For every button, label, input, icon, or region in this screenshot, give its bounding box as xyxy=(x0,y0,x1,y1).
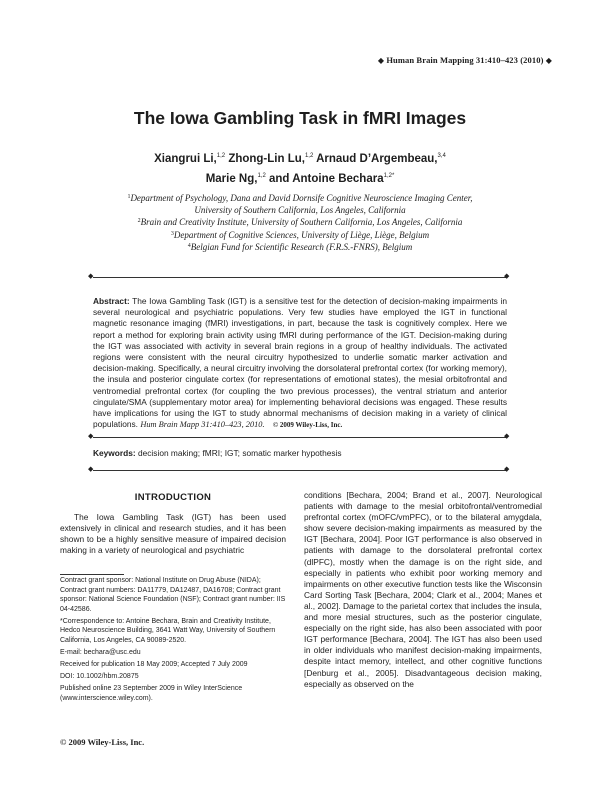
author-list xyxy=(0,148,600,188)
footnote-received: Received for publication 18 May 2009; Accepted 7 July 2009 xyxy=(60,661,248,669)
footnotes xyxy=(60,576,286,706)
keywords-label: Keywords: xyxy=(93,448,136,458)
author-affil-sup: 1,2* xyxy=(383,173,395,179)
affiliation-1-cont: University of Southern California, Los Angeles, California xyxy=(194,204,406,215)
footer-copyright: © 2009 Wiley-Liss, Inc. xyxy=(60,737,145,747)
footnote-doi: DOI: 10.1002/hbm.20875 xyxy=(60,673,139,681)
footnote-divider xyxy=(60,574,124,575)
journal-citation: Human Brain Mapping 31:410–423 (2010) xyxy=(386,55,544,65)
affiliation-1 xyxy=(0,192,600,205)
footnote-published: Published online 23 September 2009 in Wiley InterScience (www.interscience.wiley.com). xyxy=(60,685,243,703)
author-affil-sup: 1,2 xyxy=(216,153,226,159)
intro-paragraph-right: conditions [Bechara, 2004; Brand et al., 2007]. Neurological patients with damage to the mesial orbitofrontal/ventromedial prefrontal cortex (mOFC/vmPFC), or to the bilateral amygdala, show severe decision-making impairments as measured by the IGT [Bechara, 2004]. Poor IGT performance is also observed in patients with damage to the dorsolateral prefrontal cortex (dlPFC), mostly when the damage is on the right side, and especially in patients who exhibit poor working memory and impairments on other executive function tests like the Wisconsin Card Sorting Task [Bechara, 2004; Clark et al., 2004; Manes et al., 2002]. Damage to the parietal cortex that includes the insula, and more mesial structures, such as the posterior cingulate, especially on the right side, has also been associated with poor IGT performance [Bechara, 2004]. The IGT has also been used in older individuals who manifest decision-making impairments, despite intact memory, intellect, and other cognitive functions [Denburg et al., 2005]. Disadvantageous decision making, especially as observed on the xyxy=(304,490,542,689)
diamond-icon: ◆ xyxy=(504,465,510,473)
journal-header xyxy=(378,55,552,65)
affil-sup: 2 xyxy=(137,218,141,224)
diamond-icon: ◆ xyxy=(377,56,385,65)
affil-sup: 3 xyxy=(170,230,174,237)
author-affil-sup: 1,2 xyxy=(304,153,314,159)
affil-text: Brain and Creativity Institute, University of Southern California, Los Angeles, California xyxy=(140,217,463,227)
divider-bottom xyxy=(93,470,507,471)
diamond-icon: ◆ xyxy=(504,432,510,440)
divider-mid xyxy=(93,437,507,438)
abstract xyxy=(93,296,507,431)
keywords xyxy=(93,448,507,458)
author-name: Xiangrui Li, xyxy=(154,153,217,165)
footnote-grant: Contract grant sponsor: National Institute on Drug Abuse (NIDA); Contract grant numbers: DA11779, DA12487, DA16708; Contract grant sponsor: National Science Foundation (NSF); Contract grant number: IIS 04-42586. xyxy=(60,577,286,613)
footnote-correspondence: *Correspondence to: Antoine Bechara, Brain and Creativity Institute, Hedco Neuroscience Building, 3641 Watt Way, University of Southern California, Los Angeles, CA 90089-2520. xyxy=(60,617,276,645)
affil-text: Belgian Fund for Scientific Research (F.R.S.-FNRS), Belgium xyxy=(190,242,413,252)
affil-text: Department of Psychology, Dana and David Dornsife Cognitive Neuroscience Imaging Center, xyxy=(130,193,473,203)
left-column xyxy=(60,490,286,556)
footnote-email: E-mail: bechara@usc.edu xyxy=(60,649,141,657)
affil-sup: 1 xyxy=(127,194,131,200)
keywords-text: decision making; fMRI; IGT; somatic marker hypothesis xyxy=(137,448,342,458)
diamond-icon: ◆ xyxy=(545,56,552,65)
affiliation-3 xyxy=(0,229,600,242)
abstract-text: The Iowa Gambling Task (IGT) is a sensitive test for the detection of decision-making impairments in several neurological and psychiatric populations. Very few studies have employed the IGT in functional magnetic resonance imaging (fMRI) investigations, in part, because the task is cognitively complex. Here we report a method for exploring brain activity using fMRI during performance of the IGT. Decision-making during the IGT was associated with activity in several brain regions in a group of healthy individuals. The activated regions were consistent with the neural circuitry hypothesized to underlie somatic marker activation and decision-making. Specifically, a neural circuitry involving the dorsolateral prefrontal cortex (for working memory), the insula and posterior cingulate cortex (for representations of emotional states), the mesial orbitofrontal and ventromedial prefrontal cortex (for coupling the two previous processes), the ventral striatum and anterior cingulate/SMA (supplementary motor area) for implementing behavioral decisions was engaged. These results have implications for using the IGT to study abnormal mechanisms of decision making in a variety of clinical populations. xyxy=(93,296,507,430)
diamond-icon: ◆ xyxy=(88,272,94,280)
paper-title: The Iowa Gambling Task in fMRI Images xyxy=(133,108,467,128)
author-name: Marie Ng, xyxy=(205,173,258,185)
affil-sup: 4 xyxy=(187,243,191,249)
abstract-label: Abstract: xyxy=(93,296,130,306)
affiliation-4 xyxy=(0,241,600,254)
author-affil-sup: 1,2 xyxy=(257,173,266,179)
author-line-2 xyxy=(0,168,600,188)
section-heading-introduction: INTRODUCTION xyxy=(134,492,212,503)
author-name: Arnaud D’Argembeau, xyxy=(316,153,438,165)
diamond-icon: ◆ xyxy=(504,272,510,280)
author-name: and Antoine Bechara xyxy=(269,173,384,185)
diamond-icon: ◆ xyxy=(88,465,94,473)
affil-text: Department of Cognitive Sciences, University of Liège, Liège, Belgium xyxy=(173,229,430,240)
abstract-citation: Hum Brain Mapp 31:410–423, 2010. xyxy=(140,420,265,430)
diamond-icon: ◆ xyxy=(88,432,94,440)
author-affil-sup: 3,4 xyxy=(437,153,446,159)
intro-paragraph-left: The Iowa Gambling Task (IGT) has been used extensively in clinical and research studies, and it has been shown to be a highly sensitive measure of impaired decision making in a variety of neurological and psychiatric xyxy=(60,512,286,556)
affiliation-2 xyxy=(0,216,600,229)
author-line-1 xyxy=(0,148,600,168)
right-column xyxy=(304,490,542,690)
affiliations xyxy=(0,192,600,254)
abstract-copyright: © 2009 Wiley-Liss, Inc. xyxy=(272,421,343,430)
author-name: Zhong-Lin Lu, xyxy=(228,153,305,165)
divider-top xyxy=(93,277,507,278)
